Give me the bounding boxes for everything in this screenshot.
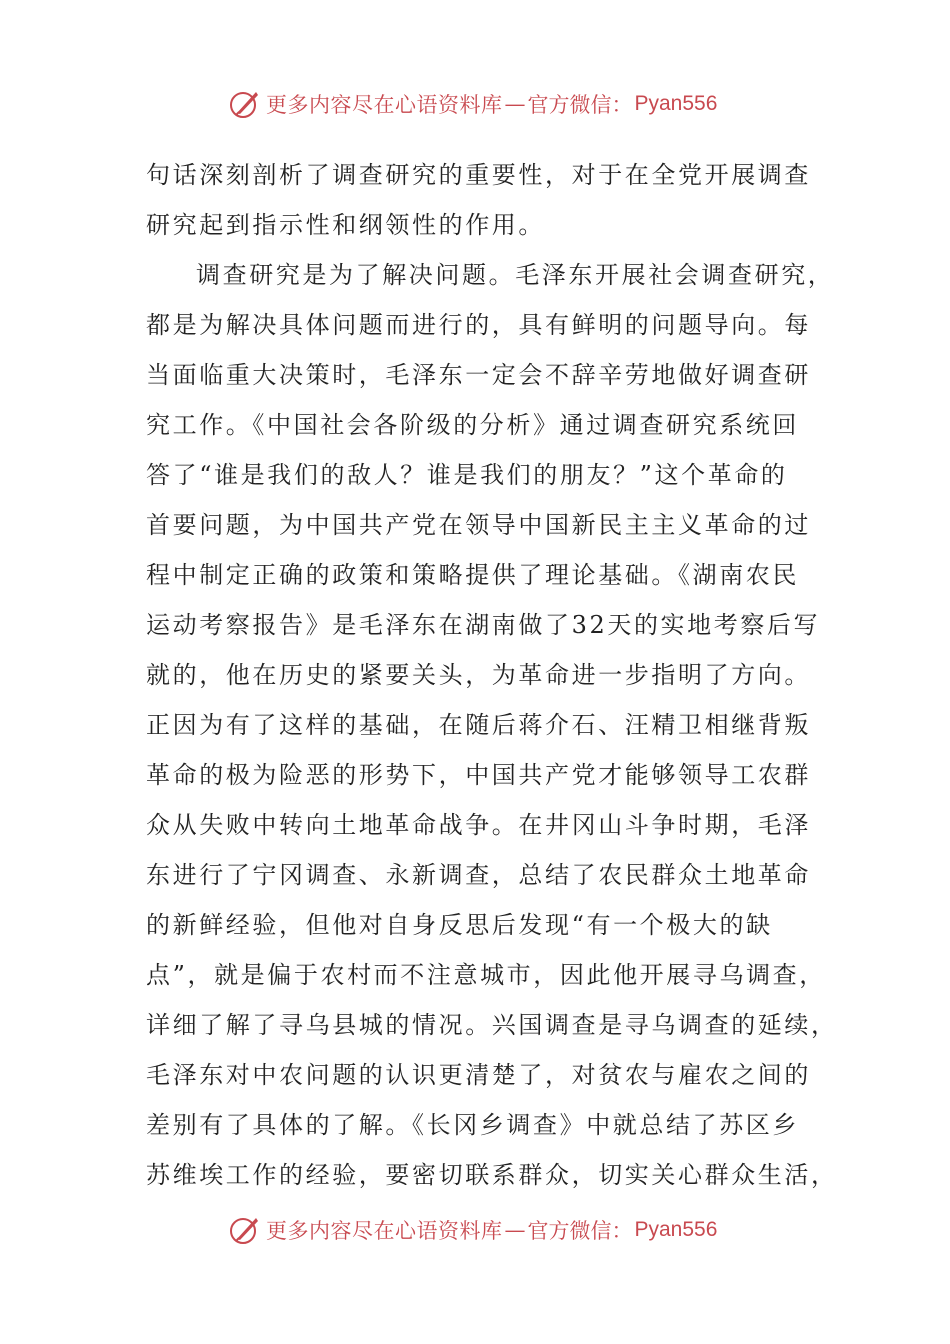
- body-line: 都是为解决具体问题而进行的，具有鲜明的问题导向。每: [146, 311, 811, 339]
- body-line: 正因为有了这样的基础，在随后蒋介石、汪精卫相继背叛: [146, 711, 811, 739]
- body-line: 众从失败中转向土地革命战争。在井冈山斗争时期，毛泽: [146, 811, 811, 839]
- quill-logo-icon: [228, 87, 262, 121]
- watermark-official-label: 官方微信：: [527, 93, 633, 117]
- watermark-official-label: 官方微信：: [527, 1219, 633, 1243]
- body-line: 毛泽东对中农问题的认识更清楚了，对贫农与雇农之间的: [146, 1061, 811, 1089]
- body-line: 东进行了宁冈调查、永新调查，总结了农民群众土地革命: [146, 861, 811, 889]
- watermark-main-text: 更多内容尽在心语资料库: [266, 93, 503, 117]
- body-line: 研究起到指示性和纲领性的作用。: [146, 211, 545, 239]
- body-line: 点”，就是偏于农村而不注意城市，因此他开展寻乌调查，: [146, 961, 826, 989]
- body-line: 就的，他在历史的紧要关头，为革命进一步指明了方向。: [146, 661, 811, 689]
- body-line: 详细了解了寻乌县城的情况。兴国调查是寻乌调查的延续，: [146, 1011, 838, 1039]
- watermark-dash: —: [504, 1218, 526, 1242]
- body-line: 究工作。《中国社会各阶级的分析》通过调查研究系统回: [146, 411, 799, 439]
- quill-logo-icon: [228, 1213, 262, 1247]
- body-line: 首要问题，为中国共产党在领导中国新民主主义革命的过: [146, 511, 811, 539]
- header-watermark: [228, 84, 717, 124]
- watermark-wechat-id: Pyan556: [634, 92, 718, 115]
- body-line: 答了“谁是我们的敌人？谁是我们的朋友？”这个革命的: [146, 461, 788, 489]
- watermark-wechat-id: Pyan556: [634, 1218, 718, 1241]
- body-line: 革命的极为险恶的形势下，中国共产党才能够领导工农群: [146, 761, 811, 789]
- watermark-dash: —: [504, 92, 526, 116]
- document-body: [146, 150, 838, 1200]
- footer-watermark: [228, 1210, 717, 1250]
- body-line: 差别有了具体的了解。《长冈乡调查》中就总结了苏区乡: [146, 1111, 799, 1139]
- body-line: 运动考察报告》是毛泽东在湖南做了32天的实地考察后写: [146, 611, 821, 639]
- body-line: 当面临重大决策时，毛泽东一定会不辞辛劳地做好调查研: [146, 361, 811, 389]
- body-line: 苏维埃工作的经验，要密切联系群众，切实关心群众生活，: [146, 1161, 838, 1189]
- body-line: 调查研究是为了解决问题。毛泽东开展社会调查研究，: [196, 261, 835, 289]
- body-line: 程中制定正确的政策和策略提供了理论基础。《湖南农民: [146, 561, 799, 589]
- body-line: 句话深刻剖析了调查研究的重要性，对于在全党开展调查: [146, 161, 811, 189]
- body-line: 的新鲜经验，但他对自身反思后发现“有一个极大的缺: [146, 911, 773, 939]
- watermark-main-text: 更多内容尽在心语资料库: [266, 1219, 503, 1243]
